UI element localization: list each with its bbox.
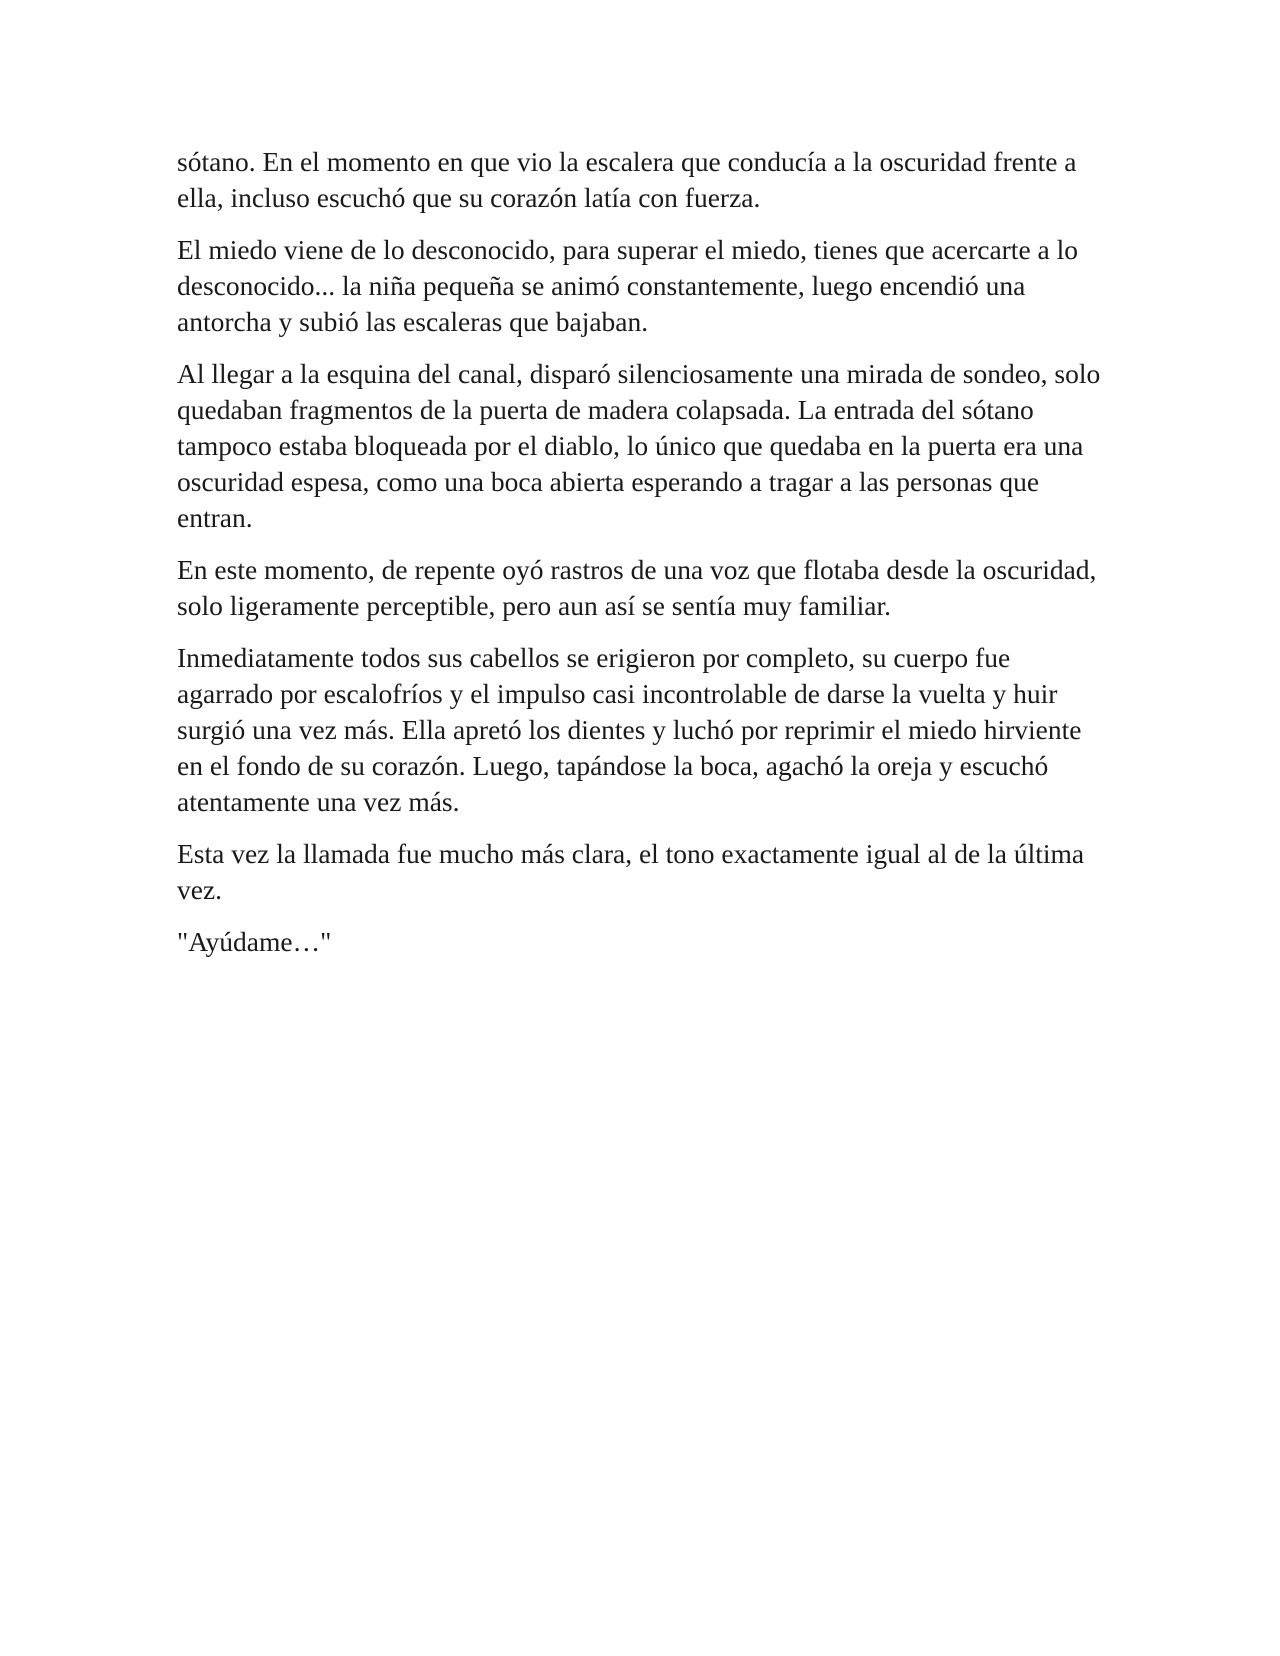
paragraph: "Ayúdame…" [177, 926, 332, 957]
paragraph: En este momento, de repente oyó rastros de una voz que flotaba desde la oscuridad, solo ligeramente perceptible, pero aun así se sentía muy familiar. [177, 554, 1097, 621]
paragraph: El miedo viene de lo desconocido, para superar el miedo, tienes que acercarte a lo desconocido... la niña pequeña se animó constantemente, luego encendió una antorcha y subió las escaleras que bajaban. [177, 234, 1079, 337]
paragraph: Al llegar a la esquina del canal, disparó silenciosamente una mirada de sondeo, solo quedaban fragmentos de la puerta de madera colapsada. La entrada del sótano tampoco estaba bloqueada por el diablo, lo único que quedaba en la puerta era una oscuridad espesa, como una boca abierta esperando a tragar a las personas que entran. [177, 358, 1101, 533]
body-text [177, 144, 1107, 976]
paragraph: Esta vez la llamada fue mucho más clara, el tono exactamente igual al de la última vez. [177, 838, 1085, 905]
paragraph: sótano. En el momento en que vio la escalera que conducía a la oscuridad frente a ella, incluso escuchó que su corazón latía con fuerza. [177, 146, 1077, 213]
paragraph: Inmediatamente todos sus cabellos se erigieron por completo, su cuerpo fue agarrado por escalofríos y el impulso casi incontrolable de darse la vuelta y huir surgió una vez más. Ella apretó los dientes y luchó por reprimir el miedo hirviente en el fondo de su corazón. Luego, tapándose la boca, agachó la oreja y escuchó atentamente una vez más. [177, 642, 1082, 817]
